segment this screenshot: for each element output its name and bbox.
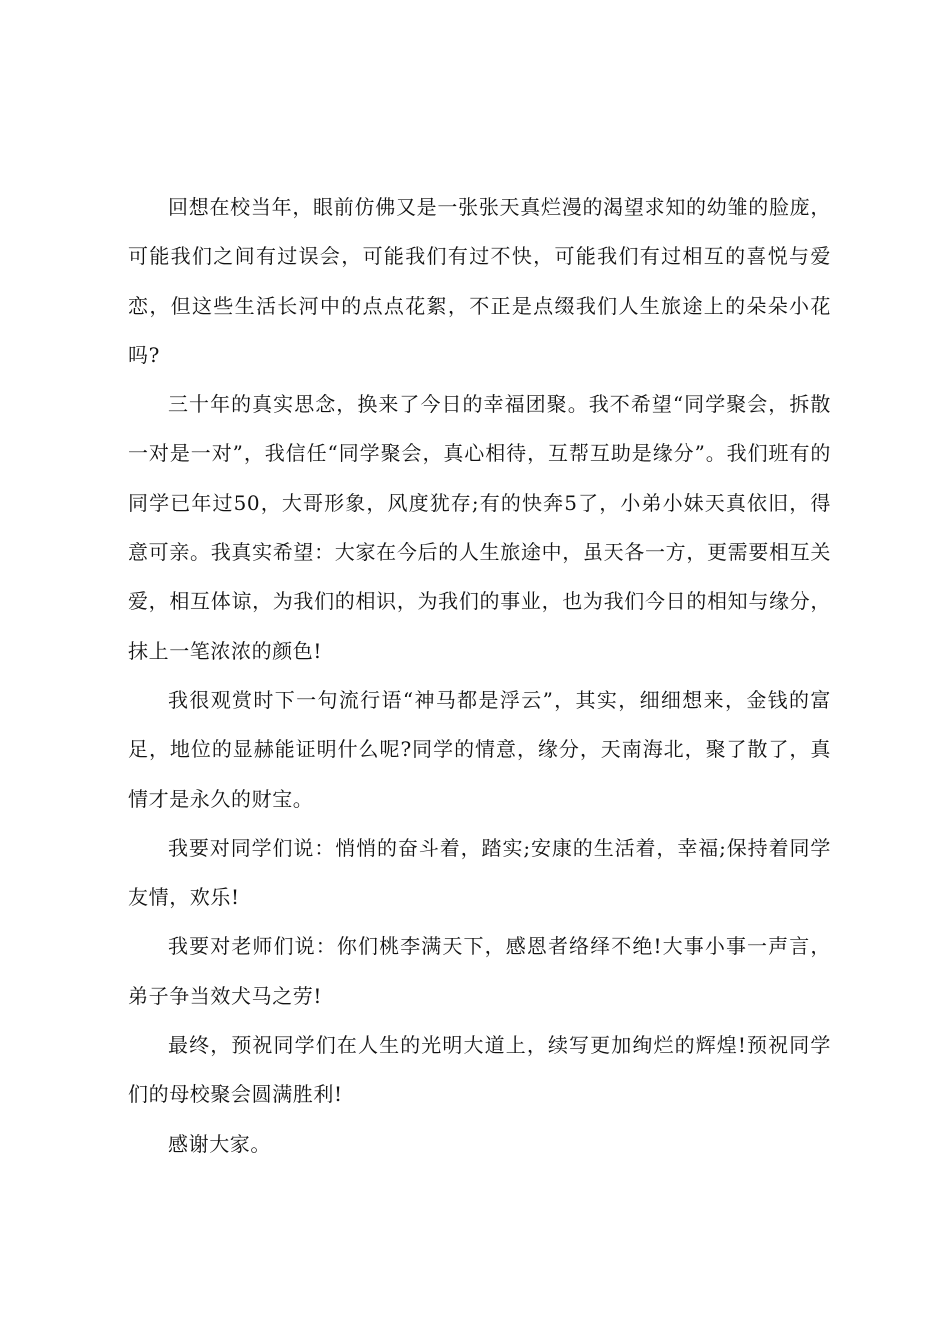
- paragraph-to-classmates: 我要对同学们说：悄悄的奋斗着，踏实;安康的生活着，幸福;保持着同学友情，欢乐!: [128, 835, 831, 910]
- paragraph-popular-saying: 我很观赏时下一句流行语“神马都是浮云”，其实，细细想来，金钱的富足，地位的显赫能证明什么呢?同学的情意，缘分，天南海北，聚了散了，真情才是永久的财宝。: [128, 687, 831, 811]
- paragraph-to-teachers: 我要对老师们说：你们桃李满天下，感恩者络绎不绝!大事小事一声言，弟子争当效犬马之劳!: [128, 934, 831, 1008]
- paragraph-recollection: 回想在校当年，眼前仿佛又是一张张天真烂漫的渴望求知的幼雏的脸庞，可能我们之间有过误会，可能我们有过不快，可能我们有过相互的喜悦与爱恋，但这些生活长河中的点点花絮，不正是点缀我们人生旅途上的朵朵小花吗?: [128, 195, 831, 367]
- paragraph-reunion: 三十年的真实思念，换来了今日的幸福团聚。我不希望“同学聚会，拆散一对是一对”，我信任“同学聚会，真心相待，互帮互助是缘分”。我们班有的同学已年过50，大哥形象，风度犹存;有的快奔5了，小弟小妹天真依旧，得意可亲。我真实希望：大家在今后的人生旅途中，虽天各一方，更需要相互关爱，相互体谅，为我们的相识，为我们的事业，也为我们今日的相知与缘分，抹上一笔浓浓的颜色!: [128, 392, 831, 663]
- paragraph-thanks: 感谢大家。: [168, 1131, 271, 1156]
- document-body: [128, 183, 831, 1169]
- paragraph-wishes: 最终，预祝同学们在人生的光明大道上，续写更加绚烂的辉煌!预祝同学们的母校聚会圆满胜利!: [128, 1033, 831, 1107]
